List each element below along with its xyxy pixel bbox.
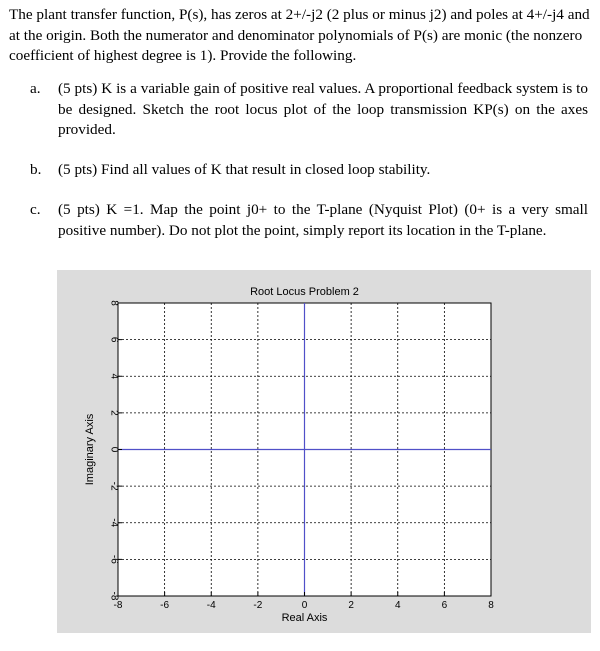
root-locus-figure [57, 270, 591, 633]
x-tick-label: -8 [113, 600, 123, 611]
x-tick-label: -4 [206, 600, 216, 611]
x-tick-label: 6 [441, 600, 448, 611]
y-tick-label: 6 [108, 336, 120, 343]
y-tick-label: -2 [108, 481, 120, 491]
part-a-label: a. [30, 80, 41, 97]
x-tick-label: -2 [253, 600, 263, 611]
x-tick-label: 2 [348, 600, 354, 611]
part-c-label: c. [30, 201, 41, 218]
part-c [30, 200, 588, 241]
x-axis-label: Real Axis [281, 612, 328, 624]
x-tick-label: 0 [301, 600, 308, 611]
y-tick-label: -8 [108, 591, 120, 601]
y-tick-label: 0 [108, 446, 120, 453]
part-b-label: b. [30, 161, 42, 178]
y-tick-label: -4 [108, 518, 120, 528]
y-tick-label: 8 [108, 300, 120, 306]
chart-title: Root Locus Problem 2 [250, 286, 359, 298]
part-b-text: (5 pts) Find all values of K that result in closed loop stability. [58, 161, 431, 178]
part-c-text: (5 pts) K =1. Map the point j0+ to the T-plane (Nyquist Plot) (0+ is a very small positive number). Do not plot the point, simply report its location in the T-plane. [58, 201, 588, 239]
part-b [30, 160, 588, 181]
y-tick-label: 2 [108, 410, 120, 416]
x-tick-label: 8 [488, 600, 494, 611]
y-tick-label: -6 [108, 554, 120, 564]
part-a [30, 79, 588, 141]
root-locus-plot [57, 270, 591, 633]
y-tick-label: 4 [108, 373, 120, 380]
part-a-text: (5 pts) K is a variable gain of positive real values. A proportional feedback system is to be designed. Sketch the root locus plot of the loop transmission KP(s) on the axes provided. [58, 80, 588, 138]
x-tick-label: 4 [394, 600, 401, 611]
x-tick-label: -6 [160, 600, 170, 611]
y-axis-label: Imaginary Axis [84, 413, 96, 486]
problem-intro: The plant transfer function, P(s), has zeros at 2+/-j2 (2 plus or minus j2) and poles at 4+/-j4 and at the origin. Both the numerator and denominator polynomials of P(s) are monic (the nonzero coefficient of highest degree is 1). Provide the following. [9, 6, 590, 64]
